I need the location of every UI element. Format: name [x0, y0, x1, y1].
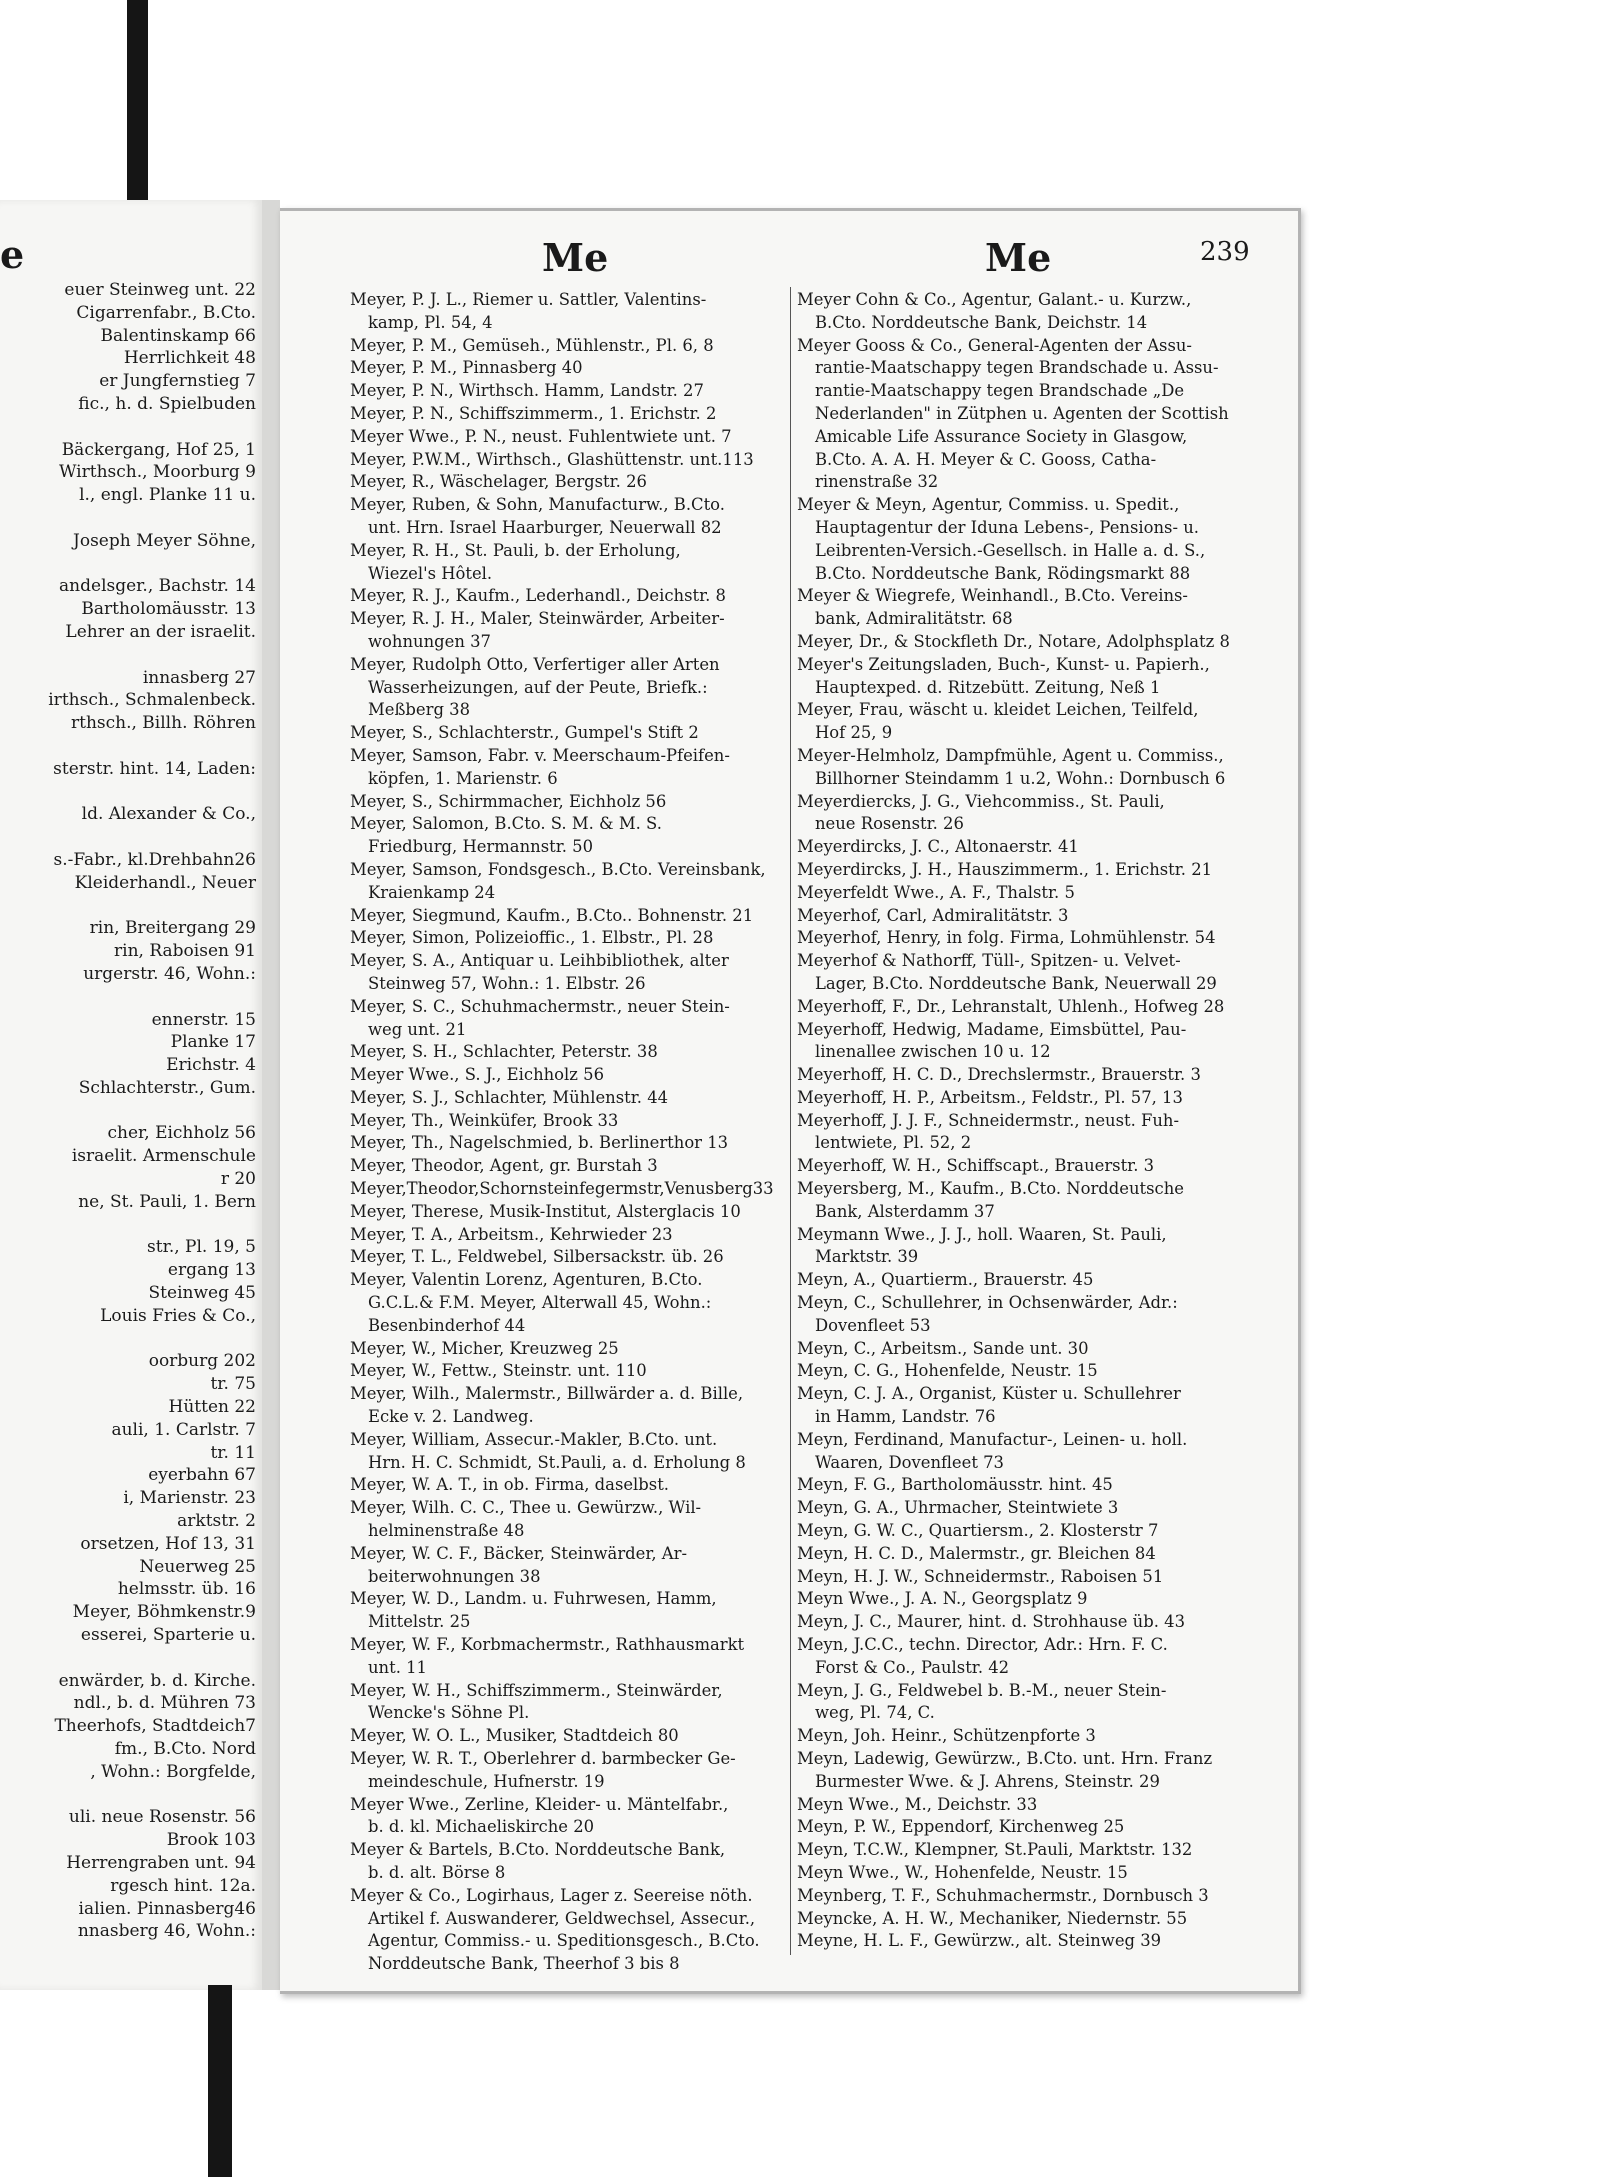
- directory-entry-line: Meyn, Joh. Heinr., Schützenpforte 3: [797, 1726, 1096, 1746]
- directory-entry-line: Meyerhoff, F., Dr., Lehranstalt, Uhlenh., Hofweg 28: [797, 996, 1225, 1016]
- directory-entry-line: Waaren, Dovenfleet 73: [815, 1452, 1004, 1472]
- directory-entry-line: Wencke's Söhne Pl.: [368, 1703, 530, 1723]
- left-page-line: er Jungfernstieg 7: [99, 371, 256, 392]
- directory-entry-line: Meyer, T. L., Feldwebel, Silbersackstr. üb. 26: [350, 1247, 724, 1267]
- directory-entry-line: Meyer, S. C., Schuhmachermstr., neuer Stein-: [350, 996, 730, 1016]
- left-page-line: Balentinskamp 66: [100, 325, 256, 346]
- left-page-line: Louis Fries & Co.,: [100, 1305, 256, 1326]
- directory-entry-line: Meyer, Wilh., Malermstr., Billwärder a. d. Bille,: [350, 1384, 744, 1404]
- directory-entry-line: Meyn, A., Quartierm., Brauerstr. 45: [797, 1270, 1094, 1290]
- directory-entry-line: Meyerdircks, J. H., Hauszimmerm., 1. Erichstr. 21: [797, 859, 1213, 879]
- left-page-line: Lehrer an der israelit.: [65, 621, 256, 642]
- left-page-line: enwärder, b. d. Kirche.: [58, 1670, 256, 1691]
- directory-entry-line: Meyer, P. N., Schiffszimmerm., 1. Erichstr. 2: [350, 403, 717, 423]
- directory-entry-line: Forst & Co., Paulstr. 42: [815, 1657, 1010, 1677]
- left-page-line: i, Marienstr. 23: [123, 1488, 256, 1509]
- directory-entry-line: Meyerhof & Nathorff, Tüll-, Spitzen- u. Velvet-: [797, 951, 1181, 971]
- directory-entry-line: Wiezel's Hôtel.: [368, 563, 493, 583]
- left-page-line: s.-Fabr., kl.Drehbahn26: [53, 849, 256, 870]
- directory-entry-line: Meyerhoff, W. H., Schiffscapt., Brauerstr. 3: [797, 1156, 1155, 1176]
- directory-entry-line: rinenstraße 32: [815, 472, 939, 492]
- directory-entry-line: Meynberg, T. F., Schuhmachermstr., Dornbusch 3: [797, 1885, 1209, 1905]
- directory-entry-line: Meyer, R., Wäschelager, Bergstr. 26: [350, 472, 647, 492]
- left-page-line: Brook 103: [166, 1830, 256, 1851]
- directory-entry-line: Meyerdiercks, J. G., Viehcommiss., St. Pauli,: [797, 791, 1165, 811]
- directory-entry-line: Meyer, W. H., Schiffszimmerm., Steinwärder,: [350, 1680, 723, 1700]
- directory-entry-line: Meyer, Theodor, Agent, gr. Burstah 3: [350, 1156, 658, 1176]
- left-page-line: Cigarrenfabr., B.Cto.: [76, 302, 256, 323]
- left-page-line: eyerbahn 67: [148, 1465, 256, 1486]
- directory-entry-line: Meyer, Dr., & Stockfleth Dr., Notare, Adolphsplatz 8: [797, 631, 1230, 651]
- left-page-line: Kleiderhandl., Neuer: [74, 872, 256, 893]
- left-page-line: rthsch., Billh. Röhren: [71, 713, 256, 734]
- directory-entry-line: Hof 25, 9: [815, 723, 893, 743]
- left-page-line: [0, 895, 256, 918]
- directory-entry-line: Meyer, Wilh. C. C., Thee u. Gewürzw., Wil-: [350, 1498, 702, 1518]
- directory-entry-line: Meyer Wwe., P. N., neust. Fuhlentwiete unt. 7: [350, 426, 732, 446]
- directory-entry-line: Meyer, W. C. F., Bäcker, Steinwärder, Ar-: [350, 1543, 688, 1563]
- directory-entry-line: Meyn, C. G., Hohenfelde, Neustr. 15: [797, 1361, 1098, 1381]
- left-page-line: [0, 1784, 256, 1807]
- directory-entry-line: Meyer, S. A., Antiquar u. Leihbibliothek, alter: [350, 951, 729, 971]
- left-page-line: Bartholomäusstr. 13: [81, 599, 256, 620]
- directory-entry-line: B.Cto. Norddeutsche Bank, Rödingsmarkt 88: [815, 563, 1191, 583]
- directory-entry-line: Meyer, R. J., Kaufm., Lederhandl., Deichstr. 8: [350, 586, 726, 606]
- left-page-line: cher, Eichholz 56: [107, 1123, 256, 1144]
- left-page-line: Erichstr. 4: [166, 1055, 256, 1076]
- left-page-line: Theerhofs, Stadtdeich7: [54, 1716, 256, 1737]
- directory-entry-line: köpfen, 1. Marienstr. 6: [368, 768, 558, 788]
- left-page-line: uli. neue Rosenstr. 56: [68, 1807, 256, 1828]
- left-page-line: ergang 13: [167, 1260, 256, 1281]
- left-page-line: tr. 11: [210, 1442, 256, 1463]
- left-page-line: [0, 553, 256, 576]
- left-page-line: Schlachterstr., Gum.: [78, 1077, 256, 1098]
- directory-column-left: [350, 289, 788, 1976]
- directory-entry-line: Meßberg 38: [368, 700, 471, 720]
- directory-entry-line: lentwiete, Pl. 52, 2: [815, 1133, 972, 1153]
- directory-entry-line: unt. Hrn. Israel Haarburger, Neuerwall 82: [368, 517, 722, 537]
- directory-entry-line: Artikel f. Auswanderer, Geldwechsel, Assecur.,: [368, 1908, 756, 1928]
- directory-entry-line: meindeschule, Hufnerstr. 19: [368, 1771, 605, 1791]
- directory-entry-line: Meyer, T. A., Arbeitsm., Kehrwieder 23: [350, 1224, 673, 1244]
- directory-entry-line: Meyn, C., Schullehrer, in Ochsenwärder, Adr.:: [797, 1293, 1178, 1313]
- directory-entry-line: Meyer, Frau, wäscht u. kleidet Leichen, Teilfeld,: [797, 700, 1199, 720]
- page-number: 239: [1200, 237, 1250, 267]
- left-page-line: ne, St. Pauli, 1. Bern: [78, 1191, 256, 1212]
- directory-entry-line: Meyn, P. W., Eppendorf, Kirchenweg 25: [797, 1817, 1125, 1837]
- directory-entry-line: G.C.L.& F.M. Meyer, Alterwall 45, Wohn.:: [368, 1293, 712, 1313]
- left-page-line: euer Steinweg unt. 22: [64, 280, 256, 300]
- left-page-line: irthsch., Schmalenbeck.: [48, 690, 256, 711]
- directory-entry-line: Meyer's Zeitungsladen, Buch-, Kunst- u. Papierh.,: [797, 654, 1210, 674]
- left-page-line: arktstr. 2: [177, 1511, 256, 1532]
- bookmark-ribbon-top: [127, 0, 148, 205]
- directory-entry-line: neue Rosenstr. 26: [815, 814, 964, 834]
- left-page-text: [0, 279, 256, 1943]
- left-page-line: [0, 1100, 256, 1123]
- directory-entry-line: weg unt. 21: [368, 1019, 467, 1039]
- left-page-line: Joseph Meyer Söhne,: [73, 530, 256, 551]
- directory-entry-line: Dovenfleet 53: [815, 1315, 931, 1335]
- directory-entry-line: Burmester Wwe. & J. Ahrens, Steinstr. 29: [815, 1771, 1160, 1791]
- right-page: [280, 208, 1301, 1994]
- directory-entry-line: b. d. kl. Michaeliskirche 20: [368, 1817, 595, 1837]
- left-page-line: rgesch hint. 12a.: [110, 1875, 256, 1896]
- directory-entry-line: Meyer, Samson, Fondsgesch., B.Cto. Vereinsbank,: [350, 859, 766, 879]
- directory-entry-line: Meyn, G. A., Uhrmacher, Steintwiete 3: [797, 1498, 1119, 1518]
- directory-entry-line: Meyer, W. F., Korbmachermstr., Rathhausmarkt: [350, 1635, 745, 1655]
- directory-entry-line: Meyer-Helmholz, Dampfmühle, Agent u. Commiss.,: [797, 745, 1224, 765]
- left-page-line: fic., h. d. Spielbuden: [78, 393, 256, 414]
- directory-entry-line: Meyer & Bartels, B.Cto. Norddeutsche Bank,: [350, 1840, 726, 1860]
- directory-entry-line: b. d. alt. Börse 8: [368, 1862, 506, 1882]
- directory-entry-line: weg, Pl. 74, C.: [815, 1703, 935, 1723]
- left-page-line: [0, 1214, 256, 1237]
- directory-entry-line: Hauptagentur der Iduna Lebens-, Pensions- u.: [815, 517, 1199, 537]
- directory-entry-line: Meyer, W. R. T., Oberlehrer d. barmbecker Ge-: [350, 1749, 736, 1768]
- left-page-line: Wirthsch., Moorburg 9: [59, 462, 256, 483]
- directory-entry-line: Meyncke, A. H. W., Mechaniker, Niedernstr. 55: [797, 1908, 1188, 1928]
- directory-entry-line: Meyer, Th., Weinküfer, Brook 33: [350, 1110, 619, 1130]
- directory-entry-line: Meyer, R. H., St. Pauli, b. der Erholung,: [350, 540, 681, 560]
- directory-entry-line: Kraienkamp 24: [368, 882, 496, 902]
- directory-entry-line: Steinweg 57, Wohn.: 1. Elbstr. 26: [368, 973, 646, 993]
- directory-entry-line: helminenstraße 48: [368, 1521, 525, 1541]
- directory-entry-line: Meyer, R. J. H., Maler, Steinwärder, Arbeiter-: [350, 609, 725, 629]
- left-page-line: ndl., b. d. Mühren 73: [73, 1693, 256, 1714]
- directory-entry-line: Meymann Wwe., J. J., holl. Waaren, St. Pauli,: [797, 1224, 1167, 1244]
- directory-entry-line: Mittelstr. 25: [368, 1612, 471, 1632]
- directory-entry-line: Meyer & Meyn, Agentur, Commiss. u. Spedit.,: [797, 495, 1180, 515]
- left-page-line: [0, 781, 256, 804]
- directory-entry-line: in Hamm, Landstr. 76: [815, 1407, 996, 1427]
- directory-entry-line: Leibrenten-Versich.-Gesellsch. in Halle a. d. S.,: [815, 540, 1206, 560]
- left-page-line: [0, 416, 256, 439]
- directory-entry-line: Meyer, W., Fettw., Steinstr. unt. 110: [350, 1361, 647, 1381]
- directory-entry-line: Meyer, S., Schlachterstr., Gumpel's Stift 2: [350, 723, 699, 743]
- left-page-line: Bäckergang, Hof 25, 1: [61, 439, 256, 460]
- directory-entry-line: rantie-Maatschappy tegen Brandschade u. Assu-: [815, 358, 1219, 378]
- directory-entry-line: unt. 11: [368, 1657, 427, 1677]
- directory-entry-line: Meyer, S. J., Schlachter, Mühlenstr. 44: [350, 1087, 669, 1107]
- left-page-line: auli, 1. Carlstr. 7: [111, 1419, 256, 1440]
- header-right-me: Me: [985, 235, 1052, 280]
- column-divider: [790, 287, 791, 1955]
- directory-entry-line: Meyer, Valentin Lorenz, Agenturen, B.Cto.: [350, 1270, 703, 1290]
- directory-entry-line: Meyer, W. A. T., in ob. Firma, daselbst.: [350, 1475, 669, 1495]
- left-page-line: oorburg 202: [148, 1351, 256, 1372]
- header-left-me: Me: [542, 235, 609, 280]
- left-page-line: Steinweg 45: [148, 1283, 256, 1304]
- directory-entry-line: Meyersberg, M., Kaufm., B.Cto. Norddeutsche: [797, 1179, 1184, 1199]
- directory-entry-line: Meyn, G. W. C., Quartiersm., 2. Klosterstr 7: [797, 1521, 1159, 1541]
- left-page-line: rin, Breitergang 29: [89, 918, 256, 939]
- directory-entry-line: Meyne, H. L. F., Gewürzw., alt. Steinweg 39: [797, 1931, 1162, 1951]
- left-page-line: Hütten 22: [168, 1397, 256, 1418]
- left-page-line: [0, 986, 256, 1009]
- directory-entry-line: rantie-Maatschappy tegen Brandschade „De: [815, 381, 1185, 401]
- directory-entry-line: Meyn, Ferdinand, Manufactur-, Leinen- u. holl.: [797, 1429, 1188, 1449]
- left-page-line: Herrengraben unt. 94: [66, 1852, 256, 1873]
- directory-entry-line: Lager, B.Cto. Norddeutsche Bank, Neuerwall 29: [815, 973, 1217, 993]
- left-page-line: andelsger., Bachstr. 14: [59, 576, 256, 597]
- directory-entry-line: Meyer Wwe., S. J., Eichholz 56: [350, 1065, 604, 1085]
- directory-entry-line: Meyerfeldt Wwe., A. F., Thalstr. 5: [797, 882, 1075, 902]
- left-page-line: sterstr. hint. 14, Laden:: [53, 758, 256, 779]
- directory-entry-line: Meyer, P.W.M., Wirthsch., Glashüttenstr. unt.113: [350, 449, 754, 469]
- directory-entry-line: Meyerhof, Henry, in folg. Firma, Lohmühlenstr. 54: [797, 928, 1216, 948]
- directory-entry-line: Meyer, W. O. L., Musiker, Stadtdeich 80: [350, 1726, 679, 1746]
- directory-entry-line: Meyn, Ladewig, Gewürzw., B.Cto. unt. Hrn. Franz: [797, 1749, 1213, 1768]
- directory-entry-line: Wasserheizungen, auf der Peute, Briefk.:: [368, 677, 708, 697]
- left-page-line: str., Pl. 19, 5: [147, 1237, 256, 1258]
- directory-entry-line: Meyerdircks, J. C., Altonaerstr. 41: [797, 837, 1079, 857]
- left-page-line: , Wohn.: Borgfelde,: [90, 1761, 256, 1782]
- left-page-line: fm., B.Cto. Nord: [114, 1739, 256, 1759]
- left-page-line: rin, Raboisen 91: [114, 941, 256, 962]
- directory-entry-line: Meyer, Therese, Musik-Institut, Alsterglacis 10: [350, 1201, 741, 1221]
- directory-entry-line: Meyer & Co., Logirhaus, Lager z. Seereise nöth.: [350, 1885, 753, 1905]
- directory-entry-line: Hrn. H. C. Schmidt, St.Pauli, a. d. Erholung 8: [368, 1452, 746, 1472]
- directory-entry-line: Bank, Alsterdamm 37: [815, 1201, 995, 1221]
- directory-entry-line: Meyer, S., Schirmmacher, Eichholz 56: [350, 791, 667, 811]
- directory-entry-line: Meyn, C., Arbeitsm., Sande unt. 30: [797, 1338, 1089, 1358]
- left-page-line: nnasberg 46, Wohn.:: [77, 1921, 256, 1942]
- directory-entry-line: Meyer, Simon, Polizeioffic., 1. Elbstr., Pl. 28: [350, 928, 714, 948]
- directory-entry-line: Meyerhoff, H. C. D., Drechslermstr., Brauerstr. 3: [797, 1065, 1201, 1085]
- left-page-line: [0, 1647, 256, 1670]
- left-page: [0, 200, 265, 1990]
- directory-entry-line: Meyer, Siegmund, Kaufm., B.Cto.. Bohnenstr. 21: [350, 905, 754, 925]
- left-page-line: l., engl. Planke 11 u.: [79, 485, 256, 506]
- left-page-line: [0, 826, 256, 849]
- left-page-line: Planke 17: [170, 1032, 256, 1053]
- directory-entry-line: Meyn, H. C. D., Malermstr., gr. Bleichen 84: [797, 1543, 1156, 1563]
- left-page-line: [0, 1328, 256, 1351]
- directory-entry-line: Meyn, H. J. W., Schneidermstr., Raboisen 51: [797, 1566, 1164, 1586]
- directory-entry-line: Meyer Cohn & Co., Agentur, Galant.- u. Kurzw.,: [797, 290, 1192, 309]
- directory-entry-line: Hauptexped. d. Ritzebütt. Zeitung, Neß 1: [815, 677, 1161, 697]
- directory-entry-line: wohnungen 37: [368, 631, 491, 651]
- directory-entry-line: kamp, Pl. 54, 4: [368, 312, 493, 332]
- directory-entry-line: Meyerhoff, Hedwig, Madame, Eimsbüttel, Pau-: [797, 1019, 1187, 1039]
- left-page-line: Meyer, Böhmkenstr.9: [72, 1602, 256, 1623]
- left-page-line: esserei, Sparterie u.: [80, 1625, 256, 1646]
- directory-entry-line: Meyer, P. N., Wirthsch. Hamm, Landstr. 27: [350, 381, 704, 401]
- directory-entry-line: Billhorner Steindamm 1 u.2, Wohn.: Dornbusch 6: [815, 768, 1226, 788]
- left-page-line: Neuerweg 25: [139, 1556, 256, 1577]
- directory-entry-line: Meyer, Ruben, & Sohn, Manufacturw., B.Cto.: [350, 495, 725, 515]
- directory-entry-line: Meyerhoff, J. J. F., Schneidermstr., neust. Fuh-: [797, 1110, 1180, 1130]
- directory-entry-line: Amicable Life Assurance Society in Glasgow,: [815, 426, 1188, 446]
- left-page-line: ialien. Pinnasberg46: [78, 1898, 256, 1919]
- left-page-line: israelit. Armenschule: [71, 1146, 256, 1167]
- directory-entry-line: Meyer, P. J. L., Riemer u. Sattler, Valentins-: [350, 290, 707, 309]
- directory-entry-line: Meyer Wwe., Zerline, Kleider- u. Mäntelfabr.,: [350, 1794, 729, 1814]
- left-page-line: tr. 75: [210, 1374, 256, 1395]
- directory-entry-line: Meyer Gooss & Co., General-Agenten der Assu-: [797, 335, 1192, 355]
- directory-entry-line: Marktstr. 39: [815, 1247, 919, 1267]
- directory-entry-line: Meyer, Th., Nagelschmied, b. Berlinerthor 13: [350, 1133, 729, 1153]
- directory-entry-line: Friedburg, Hermannstr. 50: [368, 837, 594, 857]
- bookmark-ribbon-bottom: [208, 1985, 232, 2177]
- left-page-line: Herrlichkeit 48: [123, 348, 256, 369]
- directory-entry-line: Agentur, Commiss.- u. Speditionsgesch., B.Cto.: [368, 1931, 760, 1951]
- directory-entry-line: Meyer, W. D., Landm. u. Fuhrwesen, Hamm,: [350, 1589, 717, 1609]
- directory-entry-line: B.Cto. A. A. H. Meyer & C. Gooss, Catha-: [815, 449, 1157, 469]
- left-page-line: [0, 735, 256, 758]
- left-page-line: ennerstr. 15: [151, 1009, 256, 1030]
- directory-entry-line: Nederlanden" in Zütphen u. Agenten der Scottish: [815, 403, 1229, 423]
- left-page-line: urgerstr. 46, Wohn.:: [83, 963, 256, 984]
- directory-entry-line: Meyn Wwe., J. A. N., Georgsplatz 9: [797, 1589, 1088, 1609]
- directory-entry-line: Meyn, F. G., Bartholomäusstr. hint. 45: [797, 1475, 1113, 1495]
- directory-entry-line: Meyer, S. H., Schlachter, Peterstr. 38: [350, 1042, 658, 1062]
- directory-entry-line: Meyn, C. J. A., Organist, Küster u. Schullehrer: [797, 1384, 1181, 1404]
- directory-entry-line: Meyerhof, Carl, Admiralitätstr. 3: [797, 905, 1069, 925]
- directory-entry-line: bank, Admiralitätstr. 68: [815, 609, 1013, 629]
- left-page-line: orsetzen, Hof 13, 31: [80, 1533, 256, 1554]
- directory-entry-line: Meyn Wwe., W., Hohenfelde, Neustr. 15: [797, 1862, 1128, 1882]
- directory-entry-line: Meyer, W., Micher, Kreuzweg 25: [350, 1338, 619, 1358]
- left-page-line: [0, 507, 256, 530]
- directory-entry-line: Meyn, T.C.W., Klempner, St.Pauli, Marktstr. 132: [797, 1840, 1193, 1860]
- directory-entry-line: Meyn Wwe., M., Deichstr. 33: [797, 1794, 1038, 1814]
- left-page-line: helmsstr. üb. 16: [117, 1579, 256, 1600]
- left-page-header: e: [0, 232, 25, 277]
- directory-entry-line: Meyer, William, Assecur.-Makler, B.Cto. unt.: [350, 1429, 718, 1449]
- directory-entry-line: beiterwohnungen 38: [368, 1566, 541, 1586]
- directory-entry-line: Meyer, Salomon, B.Cto. S. M. & M. S.: [350, 814, 662, 834]
- directory-entry-line: Meyn, J.C.C., techn. Director, Adr.: Hrn. F. C.: [797, 1635, 1168, 1655]
- directory-entry-line: Meyer,Theodor,Schornsteinfegermstr,Venusberg33: [350, 1179, 774, 1199]
- left-page-line: innasberg 27: [142, 667, 256, 688]
- directory-entry-line: Norddeutsche Bank, Theerhof 3 bis 8: [368, 1954, 680, 1974]
- directory-entry-line: Meyn, J. G., Feldwebel b. B.-M., neuer Stein-: [797, 1680, 1167, 1700]
- directory-entry-line: Meyer, Samson, Fabr. v. Meerschaum-Pfeifen-: [350, 745, 730, 765]
- directory-entry-line: Meyer, P. M., Gemüseh., Mühlenstr., Pl. 6, 8: [350, 335, 714, 355]
- left-page-line: ld. Alexander & Co.,: [81, 804, 256, 825]
- left-page-line: r 20: [220, 1169, 256, 1190]
- directory-column-right: [797, 289, 1235, 1953]
- directory-entry-line: Meyer, P. M., Pinnasberg 40: [350, 358, 583, 378]
- directory-entry-line: Meyerhoff, H. P., Arbeitsm., Feldstr., Pl. 57, 13: [797, 1087, 1183, 1107]
- directory-entry-line: linenallee zwischen 10 u. 12: [815, 1042, 1051, 1062]
- book-gutter: [262, 200, 280, 1990]
- directory-entry-line: Besenbinderhof 44: [368, 1315, 526, 1335]
- directory-entry-line: B.Cto. Norddeutsche Bank, Deichstr. 14: [815, 312, 1148, 332]
- directory-entry-line: Meyn, J. C., Maurer, hint. d. Strohhause üb. 43: [797, 1612, 1186, 1632]
- directory-entry-line: Meyer & Wiegrefe, Weinhandl., B.Cto. Vereins-: [797, 586, 1188, 606]
- left-page-line: [0, 644, 256, 667]
- directory-entry-line: Meyer, Rudolph Otto, Verfertiger aller Arten: [350, 654, 720, 674]
- directory-entry-line: Ecke v. 2. Landweg.: [368, 1407, 534, 1427]
